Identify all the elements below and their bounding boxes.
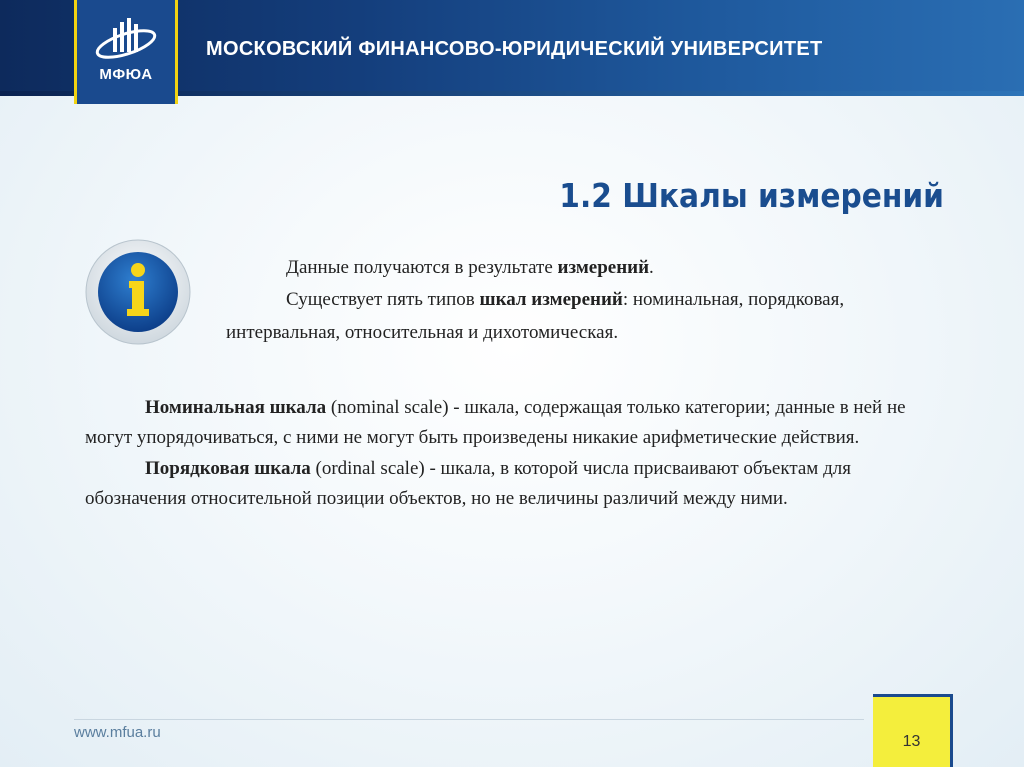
intro-line-2-end: : номинальная, порядковая, интервальная, относительная и дихотомическая.: [226, 289, 845, 343]
nominal-term: Номинальная шкала: [145, 397, 327, 418]
page-number: 13: [902, 733, 921, 750]
nominal-definition-text: (nominal scale) - шкала, содержащая только категории; данные в ней не могут упорядочиваться, с ними не могут быть произведены никакие арифметические действия.: [85, 397, 906, 449]
logo-box[interactable]: [74, 0, 178, 104]
header-bar: [0, 0, 1024, 96]
ordinal-definition-text: (ordinal scale) - шкала, в которой числа присваивают объектам для обозначения относительной позиции объектов, но не величины различий между ними.: [85, 457, 851, 510]
footer-divider: [74, 719, 864, 720]
page-number-box: [873, 694, 953, 767]
university-logo-icon: [89, 14, 163, 62]
footer-url[interactable]: www.mfua.ru: [74, 724, 161, 741]
nominal-definition: [85, 393, 947, 454]
intro-text: [226, 252, 926, 349]
logo-text: МФЮА: [99, 66, 153, 83]
ordinal-definition: [85, 454, 947, 515]
intro-line-2-bold: шкал измерений: [479, 289, 623, 311]
slide-title: 1.2 Шкалы измерений: [559, 176, 944, 215]
intro-line-1-text: Данные получаются в результате: [286, 257, 558, 278]
intro-line-2: [226, 284, 926, 349]
intro-line-1-bold: измерений: [557, 257, 650, 278]
intro-line-1-end: .: [649, 257, 654, 278]
info-icon: [83, 237, 193, 347]
intro-line-2-text: Существует пять типов: [286, 289, 480, 311]
intro-line-1: [226, 252, 926, 284]
university-name: МОСКОВСКИЙ ФИНАНСОВО-ЮРИДИЧЕСКИЙ УНИВЕРСИТЕТ: [206, 38, 823, 60]
definitions-text: [85, 393, 947, 515]
ordinal-term: Порядковая шкала: [145, 457, 311, 479]
